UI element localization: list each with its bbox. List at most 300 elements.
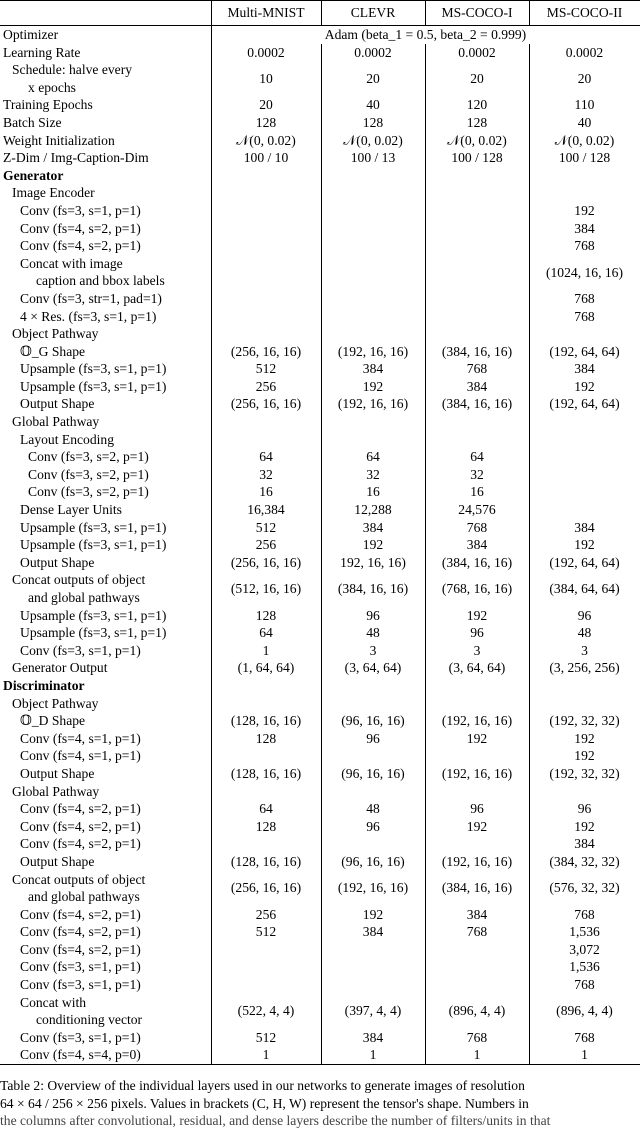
table-row: [0, 607, 640, 625]
table-row: [0, 994, 640, 1029]
row-label-text: 4 × Res. (fs=3, s=1, p=1): [20, 308, 157, 324]
cell-value: 64: [321, 448, 425, 466]
row-label: [0, 976, 211, 994]
cell-value: 12,288: [321, 501, 425, 519]
cell-value: (192, 32, 32): [529, 712, 640, 730]
cell-value: 1,536: [529, 923, 640, 941]
row-label-text: Upsample (fs=3, s=1, p=1): [20, 378, 167, 394]
row-label-text: Object Pathway: [12, 695, 99, 711]
row-label-text: Conv (fs=4, s=1, p=1): [20, 730, 141, 746]
row-label: [0, 167, 211, 185]
row-label: [0, 96, 211, 114]
row-label: [0, 61, 211, 96]
row-label: [0, 255, 211, 290]
row-label-text: Upsample (fs=3, s=1, p=1): [20, 537, 167, 553]
row-label-text: Upsample (fs=3, s=1, p=1): [20, 607, 167, 623]
cell-value: [321, 783, 425, 801]
cell-value: 0.0002: [321, 44, 425, 62]
cell-value: 256: [211, 378, 321, 396]
row-label-text: Discriminator: [3, 677, 85, 693]
cell-value: [529, 184, 640, 202]
cell-value: 40: [321, 96, 425, 114]
cell-value: [321, 747, 425, 765]
row-label: [0, 783, 211, 801]
row-label: [0, 378, 211, 396]
cell-value: [321, 237, 425, 255]
cell-value: 128: [211, 730, 321, 748]
row-label: [0, 202, 211, 220]
cell-value: 512: [211, 923, 321, 941]
row-label-text: Image Encoder: [12, 185, 95, 201]
table-row: [0, 712, 640, 730]
cell-value: 64: [425, 448, 529, 466]
table-row: [0, 149, 640, 167]
cell-value: 192: [321, 378, 425, 396]
row-label-text: Generator Output: [12, 660, 108, 676]
row-label: [0, 483, 211, 501]
cell-value: (1024, 16, 16): [529, 255, 640, 290]
cell-value: 100 / 13: [321, 149, 425, 167]
cell-value: (128, 16, 16): [211, 853, 321, 871]
row-label: [0, 413, 211, 431]
table-row: [0, 96, 640, 114]
cell-value: 512: [211, 519, 321, 537]
cell-value: [321, 202, 425, 220]
row-label-text: Conv (fs=3, str=1, pad=1): [20, 290, 162, 306]
cell-value: 768: [529, 906, 640, 924]
row-label-text: Conv (fs=4, s=2, p=1): [20, 941, 141, 957]
cell-value: (896, 4, 4): [425, 994, 529, 1029]
cell-value: 128: [211, 114, 321, 132]
row-label-text-line2: conditioning vector: [36, 1012, 143, 1028]
cell-value: 100 / 128: [529, 149, 640, 167]
table-row: [0, 800, 640, 818]
cell-value: 100 / 10: [211, 149, 321, 167]
row-label-text: Learning Rate: [3, 44, 81, 60]
table-row: [0, 378, 640, 396]
cell-value: [529, 483, 640, 501]
table-row: [0, 466, 640, 484]
row-label-text-line2: and global pathways: [28, 889, 140, 905]
table-row: [0, 976, 640, 994]
row-label-text: Object Pathway: [12, 326, 99, 342]
cell-value: 768: [425, 360, 529, 378]
cell-value: 384: [321, 360, 425, 378]
table-row: [0, 1046, 640, 1064]
cell-value: 768: [529, 237, 640, 255]
table-row: [0, 132, 640, 150]
cell-value: [321, 290, 425, 308]
cell-value: 96: [529, 607, 640, 625]
row-label: [0, 431, 211, 449]
cell-value: 1: [425, 1046, 529, 1064]
row-label-text: Output Shape: [20, 765, 95, 781]
row-label: [0, 607, 211, 625]
row-label-text: Upsample (fs=3, s=1, p=1): [20, 625, 167, 641]
row-label-text: Output Shape: [20, 853, 95, 869]
cell-value: 96: [321, 730, 425, 748]
cell-value: 40: [529, 114, 640, 132]
cell-value: (192, 64, 64): [529, 554, 640, 572]
row-label: [0, 237, 211, 255]
cell-value: 20: [211, 96, 321, 114]
row-label: [0, 1046, 211, 1064]
table-row: [0, 853, 640, 871]
cell-value: 1,536: [529, 958, 640, 976]
cell-value: [211, 695, 321, 713]
row-label-text: Upsample (fs=3, s=1, p=1): [20, 519, 167, 535]
table-row: [0, 659, 640, 677]
cell-value: 10: [211, 61, 321, 96]
cell-value: [425, 184, 529, 202]
row-label-text: Z-Dim / Img-Caption-Dim: [3, 150, 149, 166]
cell-value: (384, 32, 32): [529, 853, 640, 871]
row-label-text: Upsample (fs=3, s=1, p=1): [20, 361, 167, 377]
cell-value: [321, 958, 425, 976]
row-label: [0, 747, 211, 765]
table-row: [0, 255, 640, 290]
caption-line-3: the columns after convolutional, residual, and dense layers describe the number of filters/units in that: [0, 1113, 551, 1129]
row-label: [0, 554, 211, 572]
cell-value: 16,384: [211, 501, 321, 519]
row-label: [0, 642, 211, 660]
cell-value: 48: [321, 624, 425, 642]
cell-value: [425, 695, 529, 713]
cell-value: 192: [529, 818, 640, 836]
cell-value: [321, 431, 425, 449]
cell-value: [211, 202, 321, 220]
table-row: [0, 571, 640, 606]
cell-value: [211, 976, 321, 994]
cell-value: [211, 783, 321, 801]
cell-value: 0.0002: [211, 44, 321, 62]
cell-value: (384, 16, 16): [425, 395, 529, 413]
row-label: [0, 149, 211, 167]
cell-value: (256, 16, 16): [211, 343, 321, 361]
cell-value: 192: [529, 747, 640, 765]
row-label-text: Conv (fs=3, s=1, p=1): [20, 202, 141, 218]
cell-value: [211, 325, 321, 343]
row-label: [0, 519, 211, 537]
table-row: [0, 906, 640, 924]
cell-value: (384, 16, 16): [425, 871, 529, 906]
row-label: [0, 923, 211, 941]
row-label-text: Conv (fs=3, s=2, p=1): [28, 449, 149, 465]
cell-value: 384: [321, 923, 425, 941]
row-label: [0, 958, 211, 976]
cell-value: 384: [321, 519, 425, 537]
row-label-text: Batch Size: [3, 114, 62, 130]
cell-value: 768: [425, 923, 529, 941]
cell-value: 3: [425, 642, 529, 660]
cell-value: 32: [425, 466, 529, 484]
cell-value: [211, 308, 321, 326]
cell-value: 32: [321, 466, 425, 484]
cell-value: [425, 413, 529, 431]
cell-value: 384: [529, 835, 640, 853]
cell-value: 384: [529, 519, 640, 537]
cell-value: 1: [321, 1046, 425, 1064]
row-label-text: Conv (fs=4, s=2, p=1): [20, 801, 141, 817]
cell-value: 256: [211, 536, 321, 554]
cell-value: [529, 167, 640, 185]
cell-value: (192, 64, 64): [529, 395, 640, 413]
table-row: [0, 519, 640, 537]
row-label-text: Conv (fs=4, s=2, p=1): [20, 238, 141, 254]
table-row: [0, 1029, 640, 1047]
cell-value: 0.0002: [529, 44, 640, 62]
cell-value: 1: [211, 1046, 321, 1064]
row-label-text-line2: caption and bbox labels: [36, 273, 165, 289]
cell-value: (768, 16, 16): [425, 571, 529, 606]
cell-value: [211, 941, 321, 959]
cell-value: 128: [211, 607, 321, 625]
row-label-text: Concat with image: [20, 255, 123, 271]
table-row: [0, 360, 640, 378]
cell-value: 20: [529, 61, 640, 96]
row-label: [0, 343, 211, 361]
table-row: [0, 26, 640, 44]
cell-value: (192, 16, 16): [425, 765, 529, 783]
cell-value: 100 / 128: [425, 149, 529, 167]
cell-value: [211, 255, 321, 290]
row-label: [0, 325, 211, 343]
header-ms-coco-i: MS-COCO-I: [425, 1, 529, 26]
row-label: [0, 853, 211, 871]
row-label: [0, 906, 211, 924]
table-row: [0, 44, 640, 62]
cell-value: [529, 431, 640, 449]
cell-value: (96, 16, 16): [321, 712, 425, 730]
cell-value: 128: [425, 114, 529, 132]
cell-value: (384, 16, 16): [425, 554, 529, 572]
cell-value: [425, 202, 529, 220]
row-label: [0, 571, 211, 606]
row-label: [0, 624, 211, 642]
cell-value: [425, 325, 529, 343]
cell-value: 192, 16, 16): [321, 554, 425, 572]
cell-value: [425, 747, 529, 765]
row-span-value: Adam (beta_1 = 0.5, beta_2 = 0.999): [211, 26, 640, 44]
cell-value: [425, 255, 529, 290]
cell-value: 16: [321, 483, 425, 501]
table-caption: [0, 1077, 640, 1130]
cell-value: 512: [211, 1029, 321, 1047]
cell-value: 3,072: [529, 941, 640, 959]
cell-value: (192, 16, 16): [425, 712, 529, 730]
table-row: [0, 395, 640, 413]
cell-value: 768: [529, 308, 640, 326]
cell-value: (522, 4, 4): [211, 994, 321, 1029]
cell-value: (192, 16, 16): [321, 343, 425, 361]
cell-value: 384: [529, 220, 640, 238]
table-row: [0, 237, 640, 255]
cell-value: 128: [321, 114, 425, 132]
table-row: [0, 431, 640, 449]
cell-value: [211, 747, 321, 765]
cell-value: 48: [321, 800, 425, 818]
cell-value: [211, 290, 321, 308]
header-ms-coco-ii: MS-COCO-II: [529, 1, 640, 26]
row-label-text: 𝕆_G Shape: [20, 343, 86, 359]
row-label: [0, 695, 211, 713]
cell-value: [321, 835, 425, 853]
row-label-text: Optimizer: [3, 27, 59, 42]
row-label-text: Conv (fs=3, s=1, p=1): [20, 959, 141, 975]
cell-value: 96: [425, 800, 529, 818]
cell-value: 512: [211, 360, 321, 378]
cell-value: [321, 167, 425, 185]
row-label: [0, 184, 211, 202]
cell-value: (192, 32, 32): [529, 765, 640, 783]
row-label: [0, 818, 211, 836]
cell-value: [529, 783, 640, 801]
cell-value: 64: [211, 448, 321, 466]
row-label: [0, 871, 211, 906]
cell-value: [425, 976, 529, 994]
cell-value: [321, 413, 425, 431]
table-row: [0, 290, 640, 308]
cell-value: 96: [529, 800, 640, 818]
cell-value: [211, 167, 321, 185]
cell-value: [425, 958, 529, 976]
row-label-text: Weight Initialization: [3, 132, 115, 148]
cell-value: 768: [529, 976, 640, 994]
row-label-text: Conv (fs=3, s=2, p=1): [28, 466, 149, 482]
row-label: [0, 994, 211, 1029]
cell-value: 128: [211, 818, 321, 836]
row-label-text: Conv (fs=4, s=2, p=1): [20, 906, 141, 922]
row-label-text: Concat outputs of object: [12, 572, 146, 588]
row-label-text: Concat with: [20, 994, 87, 1010]
cell-value: 768: [425, 1029, 529, 1047]
table-row: [0, 818, 640, 836]
cell-value: [211, 220, 321, 238]
cell-value: [211, 835, 321, 853]
cell-value: 20: [425, 61, 529, 96]
row-label-text: Conv (fs=4, s=2, p=1): [20, 818, 141, 834]
cell-value: (397, 4, 4): [321, 994, 425, 1029]
row-label-text: Conv (fs=4, s=1, p=1): [20, 748, 141, 764]
cell-value: [321, 325, 425, 343]
cell-value: (96, 16, 16): [321, 765, 425, 783]
cell-value: [425, 290, 529, 308]
cell-value: [321, 184, 425, 202]
cell-value: 192: [425, 607, 529, 625]
cell-value: [529, 695, 640, 713]
row-label: [0, 26, 211, 44]
cell-value: (192, 64, 64): [529, 343, 640, 361]
table-row: [0, 343, 640, 361]
section-row: [0, 677, 640, 695]
row-label-text: Conv (fs=4, s=2, p=1): [20, 836, 141, 852]
cell-value: [425, 220, 529, 238]
row-label: [0, 44, 211, 62]
row-label: [0, 114, 211, 132]
table-row: [0, 624, 640, 642]
header-multi-mnist: Multi-MNIST: [211, 1, 321, 26]
table-row: [0, 695, 640, 713]
row-label: [0, 360, 211, 378]
cell-value: (512, 16, 16): [211, 571, 321, 606]
row-label: [0, 290, 211, 308]
row-label: [0, 730, 211, 748]
cell-value: 24,576: [425, 501, 529, 519]
row-label-text: Schedule: halve every: [12, 62, 133, 78]
table-row: [0, 202, 640, 220]
table-row: [0, 958, 640, 976]
cell-value: (96, 16, 16): [321, 853, 425, 871]
cell-value: [425, 941, 529, 959]
row-label: [0, 132, 211, 150]
cell-value: [425, 783, 529, 801]
row-label: [0, 308, 211, 326]
row-label-text: Conv (fs=3, s=1, p=1): [20, 642, 141, 658]
header-empty: [0, 1, 211, 26]
cell-value: [321, 677, 425, 695]
cell-value: 110: [529, 96, 640, 114]
row-label-text: Conv (fs=3, s=2, p=1): [28, 484, 149, 500]
row-label-text: Output Shape: [20, 554, 95, 570]
cell-value: [529, 501, 640, 519]
cell-value: 768: [425, 519, 529, 537]
row-label-text: Conv (fs=4, s=2, p=1): [20, 924, 141, 940]
cell-value: [321, 941, 425, 959]
cell-value: [211, 431, 321, 449]
row-label: [0, 677, 211, 695]
cell-value: 192: [321, 906, 425, 924]
cell-value: 384: [425, 536, 529, 554]
table-row: [0, 220, 640, 238]
cell-value: [211, 184, 321, 202]
cell-value: 256: [211, 906, 321, 924]
cell-value: 192: [321, 536, 425, 554]
cell-value: [425, 835, 529, 853]
cell-value: 48: [529, 624, 640, 642]
row-label: [0, 536, 211, 554]
row-label-text: Generator: [3, 167, 64, 183]
cell-value: 32: [211, 466, 321, 484]
cell-value: 1: [211, 642, 321, 660]
cell-value: 96: [321, 607, 425, 625]
cell-value: 𝒩(0, 0.02): [321, 132, 425, 150]
cell-value: [529, 325, 640, 343]
row-label-text: Output Shape: [20, 396, 95, 412]
cell-value: [211, 677, 321, 695]
cell-value: 96: [321, 818, 425, 836]
cell-value: (256, 16, 16): [211, 871, 321, 906]
row-label: [0, 220, 211, 238]
cell-value: 3: [321, 642, 425, 660]
cell-value: 120: [425, 96, 529, 114]
row-label-text: Training Epochs: [3, 97, 93, 113]
cell-value: 384: [321, 1029, 425, 1047]
cell-value: 192: [529, 202, 640, 220]
row-label: [0, 448, 211, 466]
cell-value: [425, 167, 529, 185]
row-label-text-line2: x epochs: [28, 79, 76, 95]
cell-value: [425, 308, 529, 326]
row-label-text: Conv (fs=4, s=2, p=1): [20, 220, 141, 236]
row-label: [0, 501, 211, 519]
cell-value: 192: [529, 378, 640, 396]
table-row: [0, 536, 640, 554]
cell-value: [211, 958, 321, 976]
row-label: [0, 941, 211, 959]
table-row: [0, 765, 640, 783]
cell-value: (1, 64, 64): [211, 659, 321, 677]
cell-value: [321, 220, 425, 238]
